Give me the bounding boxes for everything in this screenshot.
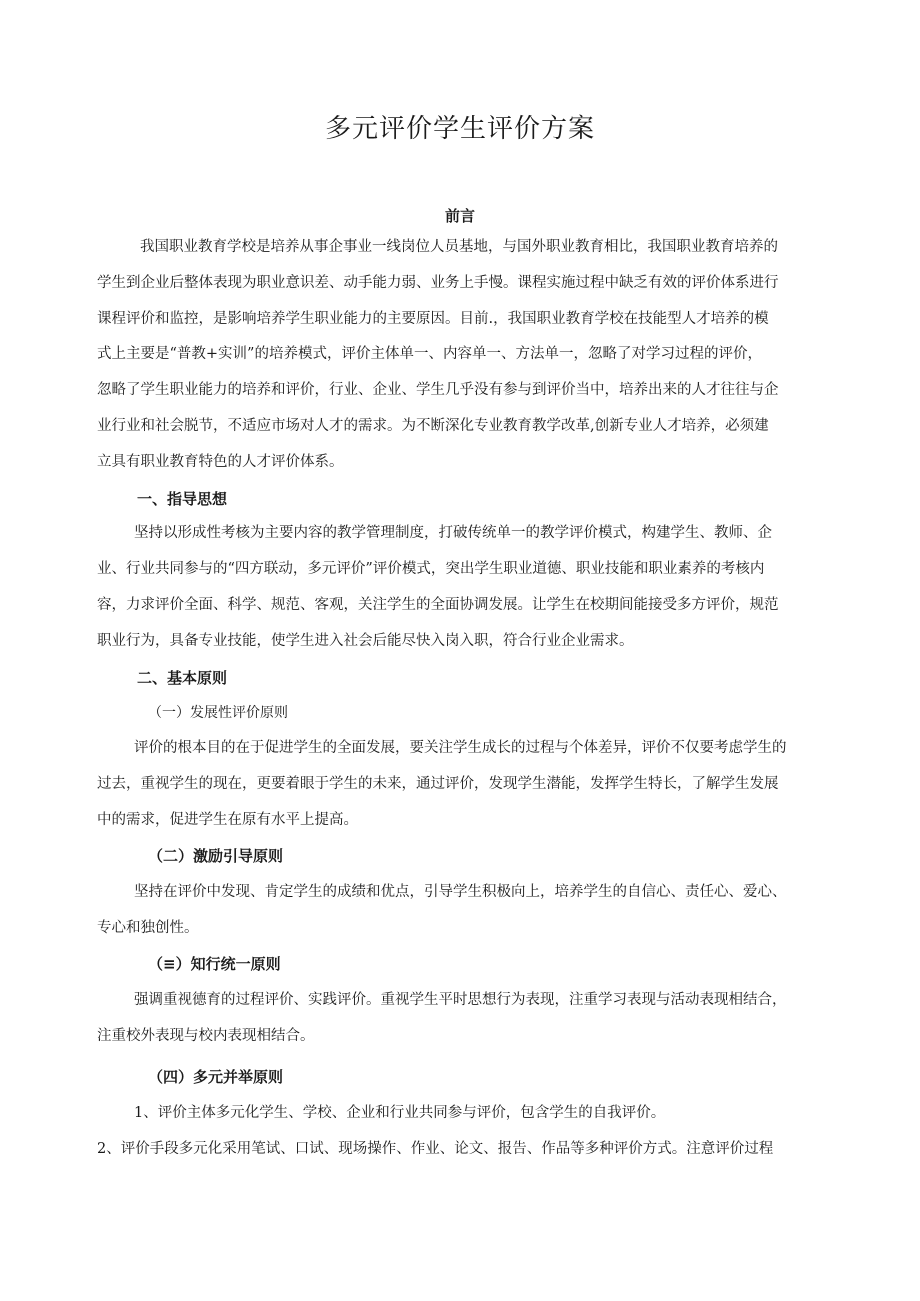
sub2-line: 坚持在评价中发现、肯定学生的成绩和优点，引导学生积极向上，培养学生的自信心、责任心、爱心、 — [134, 884, 787, 900]
section1-line: 坚持以形成性考核为主要内容的教学管理制度，打破传统单一的教学评价模式，构建学生、教师、企 — [134, 525, 772, 541]
subsection-heading-incentive: （二）激励引导原则 — [148, 847, 284, 865]
preface-line: 学生到企业后整体表现为职业意识差、动手能力弱、业务上手慢。课程实施过程中缺乏有效的评价体系进行 — [97, 275, 779, 291]
sub1-line: 评价的根本目的在于促进学生的全面发展，要关注学生成长的过程与个体差异，评价不仅要考虑学生的 — [134, 740, 787, 756]
sub1-line: 中的需求，促进学生在原有水平上提高。 — [97, 812, 358, 828]
section-heading-basic-principles: 二、基本原则 — [137, 669, 228, 687]
preface-line: 立具有职业教育特色的人才评价体系。 — [97, 454, 344, 470]
subsection-heading-development: （一）发展性评价原则 — [148, 705, 288, 721]
document-title: 多元评价学生评价方案 — [324, 114, 595, 144]
sub3-line: 强调重视德育的过程评价、实践评价。重视学生平时思想行为表现，注重学习表现与活动表现相结合， — [134, 992, 787, 1008]
sub3-line: 注重校外表现与校内表现相结合。 — [97, 1028, 315, 1044]
subsection-heading-knowledge-action: （≡）知行统一原则 — [148, 955, 281, 973]
sub2-line: 专心和独创性。 — [97, 920, 199, 936]
sub4-line: 2、评价手段多元化采用笔试、口试、现场操作、作业、论文、报告、作品等多种评价方式。注意评价过程 — [97, 1141, 774, 1157]
section1-line: 容，力求评价全面、科学、规范、客观，关注学生的全面协调发展。让学生在校期间能接受多方评价，规范 — [97, 597, 779, 613]
subsection-heading-diversity: （四）多元并举原则 — [148, 1068, 284, 1086]
preface-line: 我国职业教育学校是培养从事企事业一线岗位人员基地，与国外职业教育相比，我国职业教育培养的 — [140, 239, 778, 255]
sub4-line: 1、评价主体多元化学生、学校、企业和行业共同参与评价，包含学生的自我评价。 — [134, 1105, 666, 1121]
preface-line: 忽略了学生职业能力的培养和评价，行业、企业、学生几乎没有参与到评价当中，培养出来的人才往往与企 — [97, 382, 779, 398]
section-heading-guiding-thought: 一、指导思想 — [137, 490, 228, 508]
section1-line: 职业行为，具备专业技能，使学生进入社会后能尽快入岗入职，符合行业企业需求。 — [97, 633, 634, 649]
preface-line: 式上主要是“普教+实训”的培养模式，评价主体单一、内容单一、方法单一，忽略了对学习过程的评价， — [97, 346, 762, 362]
sub1-line: 过去，重视学生的现在，更要着眼于学生的未来，通过评价，发现学生潜能，发挥学生特长，了解学生发展 — [97, 776, 779, 792]
section1-line: 业、行业共同参与的“四方联动，多元评价”评价模式，突出学生职业道德、职业技能和职业素养的考核内 — [97, 561, 765, 577]
preface-line: 业行业和社会脱节，不适应市场对人才的需求。为不断深化专业教育教学改革,创新专业人才培养，必须建 — [97, 418, 769, 434]
preface-line: 课程评价和监控，是影响培养学生职业能力的主要原因。目前.，我国职业教育学校在技能型人才培养的模 — [97, 311, 769, 327]
preface-heading: 前言 — [444, 207, 475, 225]
